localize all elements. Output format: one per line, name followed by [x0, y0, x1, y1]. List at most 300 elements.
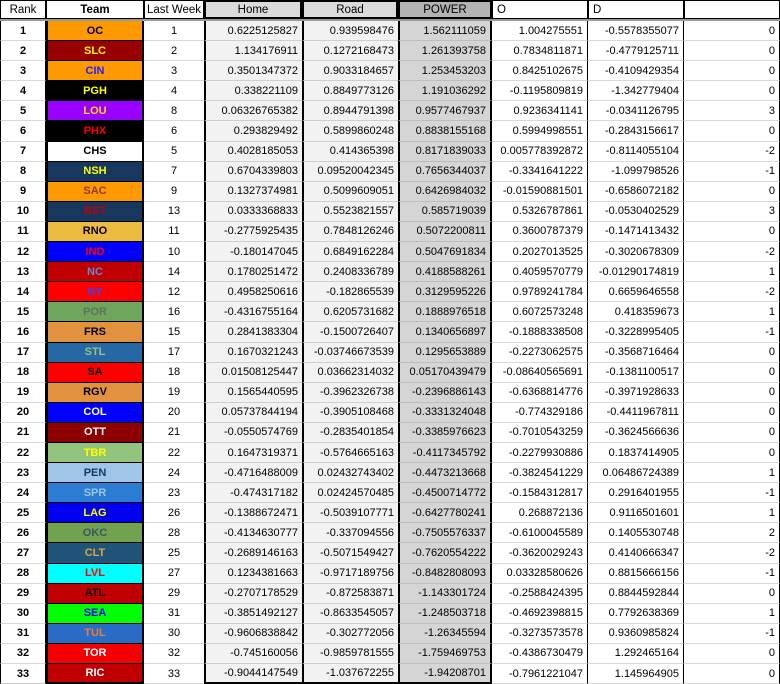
team-cell[interactable]: SPR	[46, 483, 144, 503]
last-week-cell[interactable]: 12	[144, 282, 204, 302]
last-week-cell[interactable]: 27	[144, 564, 204, 584]
header-last-week[interactable]: Last Week	[144, 0, 204, 19]
delta-cell[interactable]: 0	[684, 81, 780, 101]
rank-cell[interactable]: 27	[0, 543, 46, 563]
last-week-cell[interactable]: 32	[144, 644, 204, 664]
power-cell[interactable]: -1.94208701	[398, 664, 492, 684]
home-cell[interactable]: -0.2689146163	[204, 543, 302, 563]
road-cell[interactable]: 0.7848126246	[302, 222, 398, 242]
delta-cell[interactable]: 0	[684, 403, 780, 423]
rank-cell[interactable]: 8	[0, 162, 46, 182]
power-cell[interactable]: 0.05170439479	[398, 363, 492, 383]
offense-cell[interactable]: -0.4386730479	[492, 644, 588, 664]
power-cell[interactable]: 0.585719039	[398, 202, 492, 222]
road-cell[interactable]: 0.5523821557	[302, 202, 398, 222]
team-cell[interactable]: TBR	[46, 443, 144, 463]
defense-cell[interactable]: -0.8114055104	[588, 142, 684, 162]
defense-cell[interactable]: 0.2916401955	[588, 483, 684, 503]
road-cell[interactable]: 0.03662314032	[302, 363, 398, 383]
power-cell[interactable]: -1.143301724	[398, 584, 492, 604]
offense-cell[interactable]: 0.03328580626	[492, 564, 588, 584]
home-cell[interactable]: -0.1388672471	[204, 503, 302, 523]
rank-cell[interactable]: 14	[0, 282, 46, 302]
road-cell[interactable]: 0.5099609051	[302, 182, 398, 202]
header-home[interactable]: Home	[204, 0, 302, 19]
delta-cell[interactable]: 0	[684, 182, 780, 202]
team-cell[interactable]: OKC	[46, 523, 144, 543]
delta-cell[interactable]: -1	[684, 162, 780, 182]
delta-cell[interactable]: 0	[684, 383, 780, 403]
last-week-cell[interactable]: 6	[144, 121, 204, 141]
defense-cell[interactable]: -0.3624566636	[588, 423, 684, 443]
rank-cell[interactable]: 20	[0, 403, 46, 423]
rank-cell[interactable]: 28	[0, 564, 46, 584]
offense-cell[interactable]: 0.8425102675	[492, 61, 588, 81]
power-cell[interactable]: 1.261393758	[398, 41, 492, 61]
defense-cell[interactable]: -0.2843156617	[588, 121, 684, 141]
power-cell[interactable]: -0.3385976623	[398, 423, 492, 443]
rank-cell[interactable]: 10	[0, 202, 46, 222]
defense-cell[interactable]: -0.3568716464	[588, 343, 684, 363]
last-week-cell[interactable]: 7	[144, 162, 204, 182]
offense-cell[interactable]: -0.1195809819	[492, 81, 588, 101]
offense-cell[interactable]: 0.3600787379	[492, 222, 588, 242]
team-cell[interactable]: CLT	[46, 543, 144, 563]
offense-cell[interactable]: -0.4692398815	[492, 604, 588, 624]
team-cell[interactable]: RIC	[46, 664, 144, 684]
team-cell[interactable]: BST	[46, 202, 144, 222]
delta-cell[interactable]: 0	[684, 443, 780, 463]
road-cell[interactable]: 0.8944791398	[302, 101, 398, 121]
power-cell[interactable]: -0.4473213668	[398, 463, 492, 483]
delta-cell[interactable]: 1	[684, 463, 780, 483]
defense-cell[interactable]: 0.8844592844	[588, 584, 684, 604]
team-cell[interactable]: OTT	[46, 423, 144, 443]
offense-cell[interactable]: 0.268872136	[492, 503, 588, 523]
home-cell[interactable]: 0.1670321243	[204, 343, 302, 363]
last-week-cell[interactable]: 9	[144, 182, 204, 202]
offense-cell[interactable]: -0.3273573578	[492, 624, 588, 644]
rank-cell[interactable]: 3	[0, 61, 46, 81]
power-cell[interactable]: 0.3129595226	[398, 282, 492, 302]
delta-cell[interactable]: 0	[684, 644, 780, 664]
power-cell[interactable]: -0.7505576337	[398, 523, 492, 543]
header-defense[interactable]: D	[588, 0, 684, 19]
defense-cell[interactable]: -0.01290174819	[588, 262, 684, 282]
road-cell[interactable]: -0.302772056	[302, 624, 398, 644]
delta-cell[interactable]: -1	[684, 564, 780, 584]
road-cell[interactable]: -0.9717189756	[302, 564, 398, 584]
road-cell[interactable]: 0.6849162284	[302, 242, 398, 262]
team-cell[interactable]: NSH	[46, 162, 144, 182]
delta-cell[interactable]: 0	[684, 222, 780, 242]
home-cell[interactable]: 0.4958250616	[204, 282, 302, 302]
offense-cell[interactable]: -0.2588424395	[492, 584, 588, 604]
rank-cell[interactable]: 19	[0, 383, 46, 403]
defense-cell[interactable]: -0.5578355077	[588, 21, 684, 41]
road-cell[interactable]: 0.2408336789	[302, 262, 398, 282]
last-week-cell[interactable]: 15	[144, 322, 204, 342]
power-cell[interactable]: -0.2396886143	[398, 383, 492, 403]
power-cell[interactable]: -1.759469753	[398, 644, 492, 664]
offense-cell[interactable]: -0.3824541229	[492, 463, 588, 483]
road-cell[interactable]: -0.182865539	[302, 282, 398, 302]
last-week-cell[interactable]: 23	[144, 483, 204, 503]
power-cell[interactable]: 0.1340656897	[398, 322, 492, 342]
home-cell[interactable]: 0.06326765382	[204, 101, 302, 121]
power-cell[interactable]: -0.4500714772	[398, 483, 492, 503]
team-cell[interactable]: RNO	[46, 222, 144, 242]
team-cell[interactable]: PEN	[46, 463, 144, 483]
offense-cell[interactable]: 0.6072573248	[492, 302, 588, 322]
defense-cell[interactable]: -1.099798526	[588, 162, 684, 182]
rank-cell[interactable]: 16	[0, 322, 46, 342]
delta-cell[interactable]: -2	[684, 282, 780, 302]
defense-cell[interactable]: -0.4411967811	[588, 403, 684, 423]
power-cell[interactable]: 0.1295653889	[398, 343, 492, 363]
road-cell[interactable]: -0.5039107771	[302, 503, 398, 523]
last-week-cell[interactable]: 2	[144, 41, 204, 61]
home-cell[interactable]: -0.2775925435	[204, 222, 302, 242]
power-cell[interactable]: 1.562111059	[398, 21, 492, 41]
defense-cell[interactable]: 0.06486724389	[588, 463, 684, 483]
road-cell[interactable]: 0.9033184657	[302, 61, 398, 81]
road-cell[interactable]: -0.5764665163	[302, 443, 398, 463]
delta-cell[interactable]: 1	[684, 503, 780, 523]
offense-cell[interactable]: -0.774329186	[492, 403, 588, 423]
delta-cell[interactable]: 0	[684, 41, 780, 61]
defense-cell[interactable]: -0.3228995405	[588, 322, 684, 342]
header-rank[interactable]: Rank	[0, 0, 46, 19]
road-cell[interactable]: -0.1500726407	[302, 322, 398, 342]
team-cell[interactable]: POR	[46, 302, 144, 322]
power-cell[interactable]: -0.8482808093	[398, 564, 492, 584]
rank-cell[interactable]: 13	[0, 262, 46, 282]
power-cell[interactable]: 0.8838155168	[398, 121, 492, 141]
delta-cell[interactable]: 3	[684, 101, 780, 121]
team-cell[interactable]: SAC	[46, 182, 144, 202]
power-cell[interactable]: 0.7656344037	[398, 162, 492, 182]
delta-cell[interactable]: 0	[684, 664, 780, 684]
defense-cell[interactable]: 0.418359673	[588, 302, 684, 322]
defense-cell[interactable]: 0.9116501601	[588, 503, 684, 523]
home-cell[interactable]: 0.05737844194	[204, 403, 302, 423]
rank-cell[interactable]: 32	[0, 644, 46, 664]
home-cell[interactable]: -0.9044147549	[204, 664, 302, 684]
home-cell[interactable]: 0.1565440595	[204, 383, 302, 403]
offense-cell[interactable]: 0.4059570779	[492, 262, 588, 282]
header-team[interactable]: Team	[46, 0, 144, 19]
home-cell[interactable]: -0.4134630777	[204, 523, 302, 543]
delta-cell[interactable]: 1	[684, 302, 780, 322]
last-week-cell[interactable]: 17	[144, 343, 204, 363]
home-cell[interactable]: 0.6704339803	[204, 162, 302, 182]
team-cell[interactable]: TOR	[46, 644, 144, 664]
defense-cell[interactable]: 0.1405530748	[588, 523, 684, 543]
power-cell[interactable]: -0.3331324048	[398, 403, 492, 423]
home-cell[interactable]: -0.474317182	[204, 483, 302, 503]
home-cell[interactable]: -0.4316755164	[204, 302, 302, 322]
delta-cell[interactable]: 3	[684, 202, 780, 222]
defense-cell[interactable]: -1.342779404	[588, 81, 684, 101]
delta-cell[interactable]: -1	[684, 483, 780, 503]
last-week-cell[interactable]: 1	[144, 21, 204, 41]
delta-cell[interactable]: -1	[684, 322, 780, 342]
team-cell[interactable]: LOU	[46, 101, 144, 121]
last-week-cell[interactable]: 29	[144, 584, 204, 604]
power-cell[interactable]: -1.248503718	[398, 604, 492, 624]
rank-cell[interactable]: 23	[0, 463, 46, 483]
home-cell[interactable]: -0.9606838842	[204, 624, 302, 644]
team-cell[interactable]: LVL	[46, 564, 144, 584]
power-cell[interactable]: -0.6427780241	[398, 503, 492, 523]
last-week-cell[interactable]: 24	[144, 463, 204, 483]
last-week-cell[interactable]: 5	[144, 142, 204, 162]
power-cell[interactable]: -0.4117345792	[398, 443, 492, 463]
road-cell[interactable]: 0.5899860248	[302, 121, 398, 141]
offense-cell[interactable]: -0.01590881501	[492, 182, 588, 202]
defense-cell[interactable]: -0.3020678309	[588, 242, 684, 262]
last-week-cell[interactable]: 19	[144, 383, 204, 403]
defense-cell[interactable]: 1.145964905	[588, 664, 684, 684]
team-cell[interactable]: SLC	[46, 41, 144, 61]
last-week-cell[interactable]: 14	[144, 262, 204, 282]
offense-cell[interactable]: 0.9236341141	[492, 101, 588, 121]
last-week-cell[interactable]: 25	[144, 543, 204, 563]
defense-cell[interactable]: -0.0341126795	[588, 101, 684, 121]
rank-cell[interactable]: 25	[0, 503, 46, 523]
team-cell[interactable]: COL	[46, 403, 144, 423]
road-cell[interactable]: -0.8633545057	[302, 604, 398, 624]
road-cell[interactable]: 0.414365398	[302, 142, 398, 162]
offense-cell[interactable]: 0.5994998551	[492, 121, 588, 141]
power-cell[interactable]: -1.26345594	[398, 624, 492, 644]
team-cell[interactable]: CHS	[46, 142, 144, 162]
home-cell[interactable]: -0.745160056	[204, 644, 302, 664]
last-week-cell[interactable]: 18	[144, 363, 204, 383]
offense-cell[interactable]: 0.2027013525	[492, 242, 588, 262]
defense-cell[interactable]: -0.4779125711	[588, 41, 684, 61]
rank-cell[interactable]: 5	[0, 101, 46, 121]
road-cell[interactable]: -0.337094556	[302, 523, 398, 543]
last-week-cell[interactable]: 26	[144, 503, 204, 523]
rank-cell[interactable]: 9	[0, 182, 46, 202]
offense-cell[interactable]: -0.1584312817	[492, 483, 588, 503]
home-cell[interactable]: 0.4028185053	[204, 142, 302, 162]
team-cell[interactable]: TUL	[46, 624, 144, 644]
offense-cell[interactable]: -0.08640565691	[492, 363, 588, 383]
power-cell[interactable]: 0.9577467937	[398, 101, 492, 121]
team-cell[interactable]: CIN	[46, 61, 144, 81]
power-cell[interactable]: -0.7620554222	[398, 543, 492, 563]
offense-cell[interactable]: -0.6368814776	[492, 383, 588, 403]
defense-cell[interactable]: 0.8815666156	[588, 564, 684, 584]
team-cell[interactable]: NC	[46, 262, 144, 282]
offense-cell[interactable]: -0.6100045589	[492, 523, 588, 543]
power-cell[interactable]: 0.5047691834	[398, 242, 492, 262]
road-cell[interactable]: -0.03746673539	[302, 343, 398, 363]
power-cell[interactable]: 1.253453203	[398, 61, 492, 81]
road-cell[interactable]: -0.3962326738	[302, 383, 398, 403]
rank-cell[interactable]: 18	[0, 363, 46, 383]
delta-cell[interactable]: 1	[684, 262, 780, 282]
team-cell[interactable]: IND	[46, 242, 144, 262]
rank-cell[interactable]: 7	[0, 142, 46, 162]
offense-cell[interactable]: -0.2279930886	[492, 443, 588, 463]
last-week-cell[interactable]: 3	[144, 61, 204, 81]
last-week-cell[interactable]: 8	[144, 101, 204, 121]
defense-cell[interactable]: 0.9360985824	[588, 624, 684, 644]
offense-cell[interactable]: 0.7834811871	[492, 41, 588, 61]
rank-cell[interactable]: 30	[0, 604, 46, 624]
home-cell[interactable]: 0.1780251472	[204, 262, 302, 282]
road-cell[interactable]: -0.9859781555	[302, 644, 398, 664]
home-cell[interactable]: 0.1234381663	[204, 564, 302, 584]
power-cell[interactable]: 0.8171839033	[398, 142, 492, 162]
last-week-cell[interactable]: 16	[144, 302, 204, 322]
home-cell[interactable]: -0.4716488009	[204, 463, 302, 483]
last-week-cell[interactable]: 10	[144, 242, 204, 262]
road-cell[interactable]: -0.3905108468	[302, 403, 398, 423]
road-cell[interactable]: -0.5071549427	[302, 543, 398, 563]
home-cell[interactable]: 0.3501347372	[204, 61, 302, 81]
offense-cell[interactable]: -0.3620029243	[492, 543, 588, 563]
delta-cell[interactable]: -1	[684, 624, 780, 644]
offense-cell[interactable]: 0.9789241784	[492, 282, 588, 302]
road-cell[interactable]: -0.2835401854	[302, 423, 398, 443]
team-cell[interactable]: RGV	[46, 383, 144, 403]
defense-cell[interactable]: 0.1837414905	[588, 443, 684, 463]
offense-cell[interactable]: -0.7010543259	[492, 423, 588, 443]
offense-cell[interactable]: -0.3341641222	[492, 162, 588, 182]
delta-cell[interactable]: 0	[684, 423, 780, 443]
power-cell[interactable]: 0.1888976518	[398, 302, 492, 322]
team-cell[interactable]: NY	[46, 282, 144, 302]
delta-cell[interactable]: 0	[684, 121, 780, 141]
home-cell[interactable]: 0.2841383304	[204, 322, 302, 342]
defense-cell[interactable]: -0.3971928633	[588, 383, 684, 403]
road-cell[interactable]: 0.6205731682	[302, 302, 398, 322]
last-week-cell[interactable]: 4	[144, 81, 204, 101]
delta-cell[interactable]: 2	[684, 523, 780, 543]
last-week-cell[interactable]: 11	[144, 222, 204, 242]
rank-cell[interactable]: 1	[0, 21, 46, 41]
defense-cell[interactable]: -0.6586072182	[588, 182, 684, 202]
team-cell[interactable]: FRS	[46, 322, 144, 342]
home-cell[interactable]: 0.293829492	[204, 121, 302, 141]
rank-cell[interactable]: 4	[0, 81, 46, 101]
offense-cell[interactable]: 0.5326787861	[492, 202, 588, 222]
team-cell[interactable]: STL	[46, 343, 144, 363]
rank-cell[interactable]: 15	[0, 302, 46, 322]
delta-cell[interactable]: 0	[684, 343, 780, 363]
team-cell[interactable]: OC	[46, 21, 144, 41]
last-week-cell[interactable]: 30	[144, 624, 204, 644]
rank-cell[interactable]: 22	[0, 443, 46, 463]
team-cell[interactable]: SEA	[46, 604, 144, 624]
defense-cell[interactable]: 0.7792638369	[588, 604, 684, 624]
team-cell[interactable]: PGH	[46, 81, 144, 101]
rank-cell[interactable]: 33	[0, 664, 46, 684]
home-cell[interactable]: -0.3851492127	[204, 604, 302, 624]
rank-cell[interactable]: 21	[0, 423, 46, 443]
road-cell[interactable]: 0.8849773126	[302, 81, 398, 101]
rank-cell[interactable]: 2	[0, 41, 46, 61]
power-cell[interactable]: 1.191036292	[398, 81, 492, 101]
road-cell[interactable]: 0.1272168473	[302, 41, 398, 61]
home-cell[interactable]: 0.338221109	[204, 81, 302, 101]
power-cell[interactable]: 0.4188588261	[398, 262, 492, 282]
defense-cell[interactable]: -0.4109429354	[588, 61, 684, 81]
last-week-cell[interactable]: 20	[144, 403, 204, 423]
rank-cell[interactable]: 6	[0, 121, 46, 141]
delta-cell[interactable]: -2	[684, 543, 780, 563]
last-week-cell[interactable]: 28	[144, 523, 204, 543]
road-cell[interactable]: -0.872583871	[302, 584, 398, 604]
home-cell[interactable]: 0.6225125827	[204, 21, 302, 41]
home-cell[interactable]: -0.0550574769	[204, 423, 302, 443]
home-cell[interactable]: 0.1647319371	[204, 443, 302, 463]
header-offense[interactable]: O	[492, 0, 588, 19]
home-cell[interactable]: -0.180147045	[204, 242, 302, 262]
defense-cell[interactable]: 0.6659646558	[588, 282, 684, 302]
offense-cell[interactable]: -0.1888338508	[492, 322, 588, 342]
home-cell[interactable]: 0.1327374981	[204, 182, 302, 202]
delta-cell[interactable]: 1	[684, 604, 780, 624]
road-cell[interactable]: 0.02432743402	[302, 463, 398, 483]
last-week-cell[interactable]: 21	[144, 423, 204, 443]
defense-cell[interactable]: -0.1381100517	[588, 363, 684, 383]
road-cell[interactable]: -1.037672255	[302, 664, 398, 684]
delta-cell[interactable]: -2	[684, 242, 780, 262]
rank-cell[interactable]: 29	[0, 584, 46, 604]
road-cell[interactable]: 0.02424570485	[302, 483, 398, 503]
delta-cell[interactable]: 0	[684, 584, 780, 604]
offense-cell[interactable]: 0.005778392872	[492, 142, 588, 162]
rank-cell[interactable]: 26	[0, 523, 46, 543]
header-road[interactable]: Road	[302, 0, 398, 19]
rank-cell[interactable]: 31	[0, 624, 46, 644]
home-cell[interactable]: 0.01508125447	[204, 363, 302, 383]
team-cell[interactable]: PHX	[46, 121, 144, 141]
road-cell[interactable]: 0.09520042345	[302, 162, 398, 182]
power-cell[interactable]: 0.5072200811	[398, 222, 492, 242]
home-cell[interactable]: -0.2707178529	[204, 584, 302, 604]
header-extra[interactable]	[684, 0, 780, 19]
power-cell[interactable]: 0.6426984032	[398, 182, 492, 202]
rank-cell[interactable]: 11	[0, 222, 46, 242]
team-cell[interactable]: SA	[46, 363, 144, 383]
delta-cell[interactable]: 0	[684, 21, 780, 41]
defense-cell[interactable]: -0.0530402529	[588, 202, 684, 222]
team-cell[interactable]: LAG	[46, 503, 144, 523]
home-cell[interactable]: 1.134176911	[204, 41, 302, 61]
defense-cell[interactable]: -0.1471413432	[588, 222, 684, 242]
offense-cell[interactable]: -0.7961221047	[492, 664, 588, 684]
last-week-cell[interactable]: 31	[144, 604, 204, 624]
delta-cell[interactable]: -2	[684, 142, 780, 162]
last-week-cell[interactable]: 22	[144, 443, 204, 463]
offense-cell[interactable]: 1.004275551	[492, 21, 588, 41]
header-power[interactable]: POWER	[398, 0, 492, 19]
road-cell[interactable]: 0.939598476	[302, 21, 398, 41]
offense-cell[interactable]: -0.2273062575	[492, 343, 588, 363]
last-week-cell[interactable]: 13	[144, 202, 204, 222]
home-cell[interactable]: 0.0333368833	[204, 202, 302, 222]
rank-cell[interactable]: 24	[0, 483, 46, 503]
defense-cell[interactable]: 1.292465164	[588, 644, 684, 664]
rank-cell[interactable]: 17	[0, 343, 46, 363]
